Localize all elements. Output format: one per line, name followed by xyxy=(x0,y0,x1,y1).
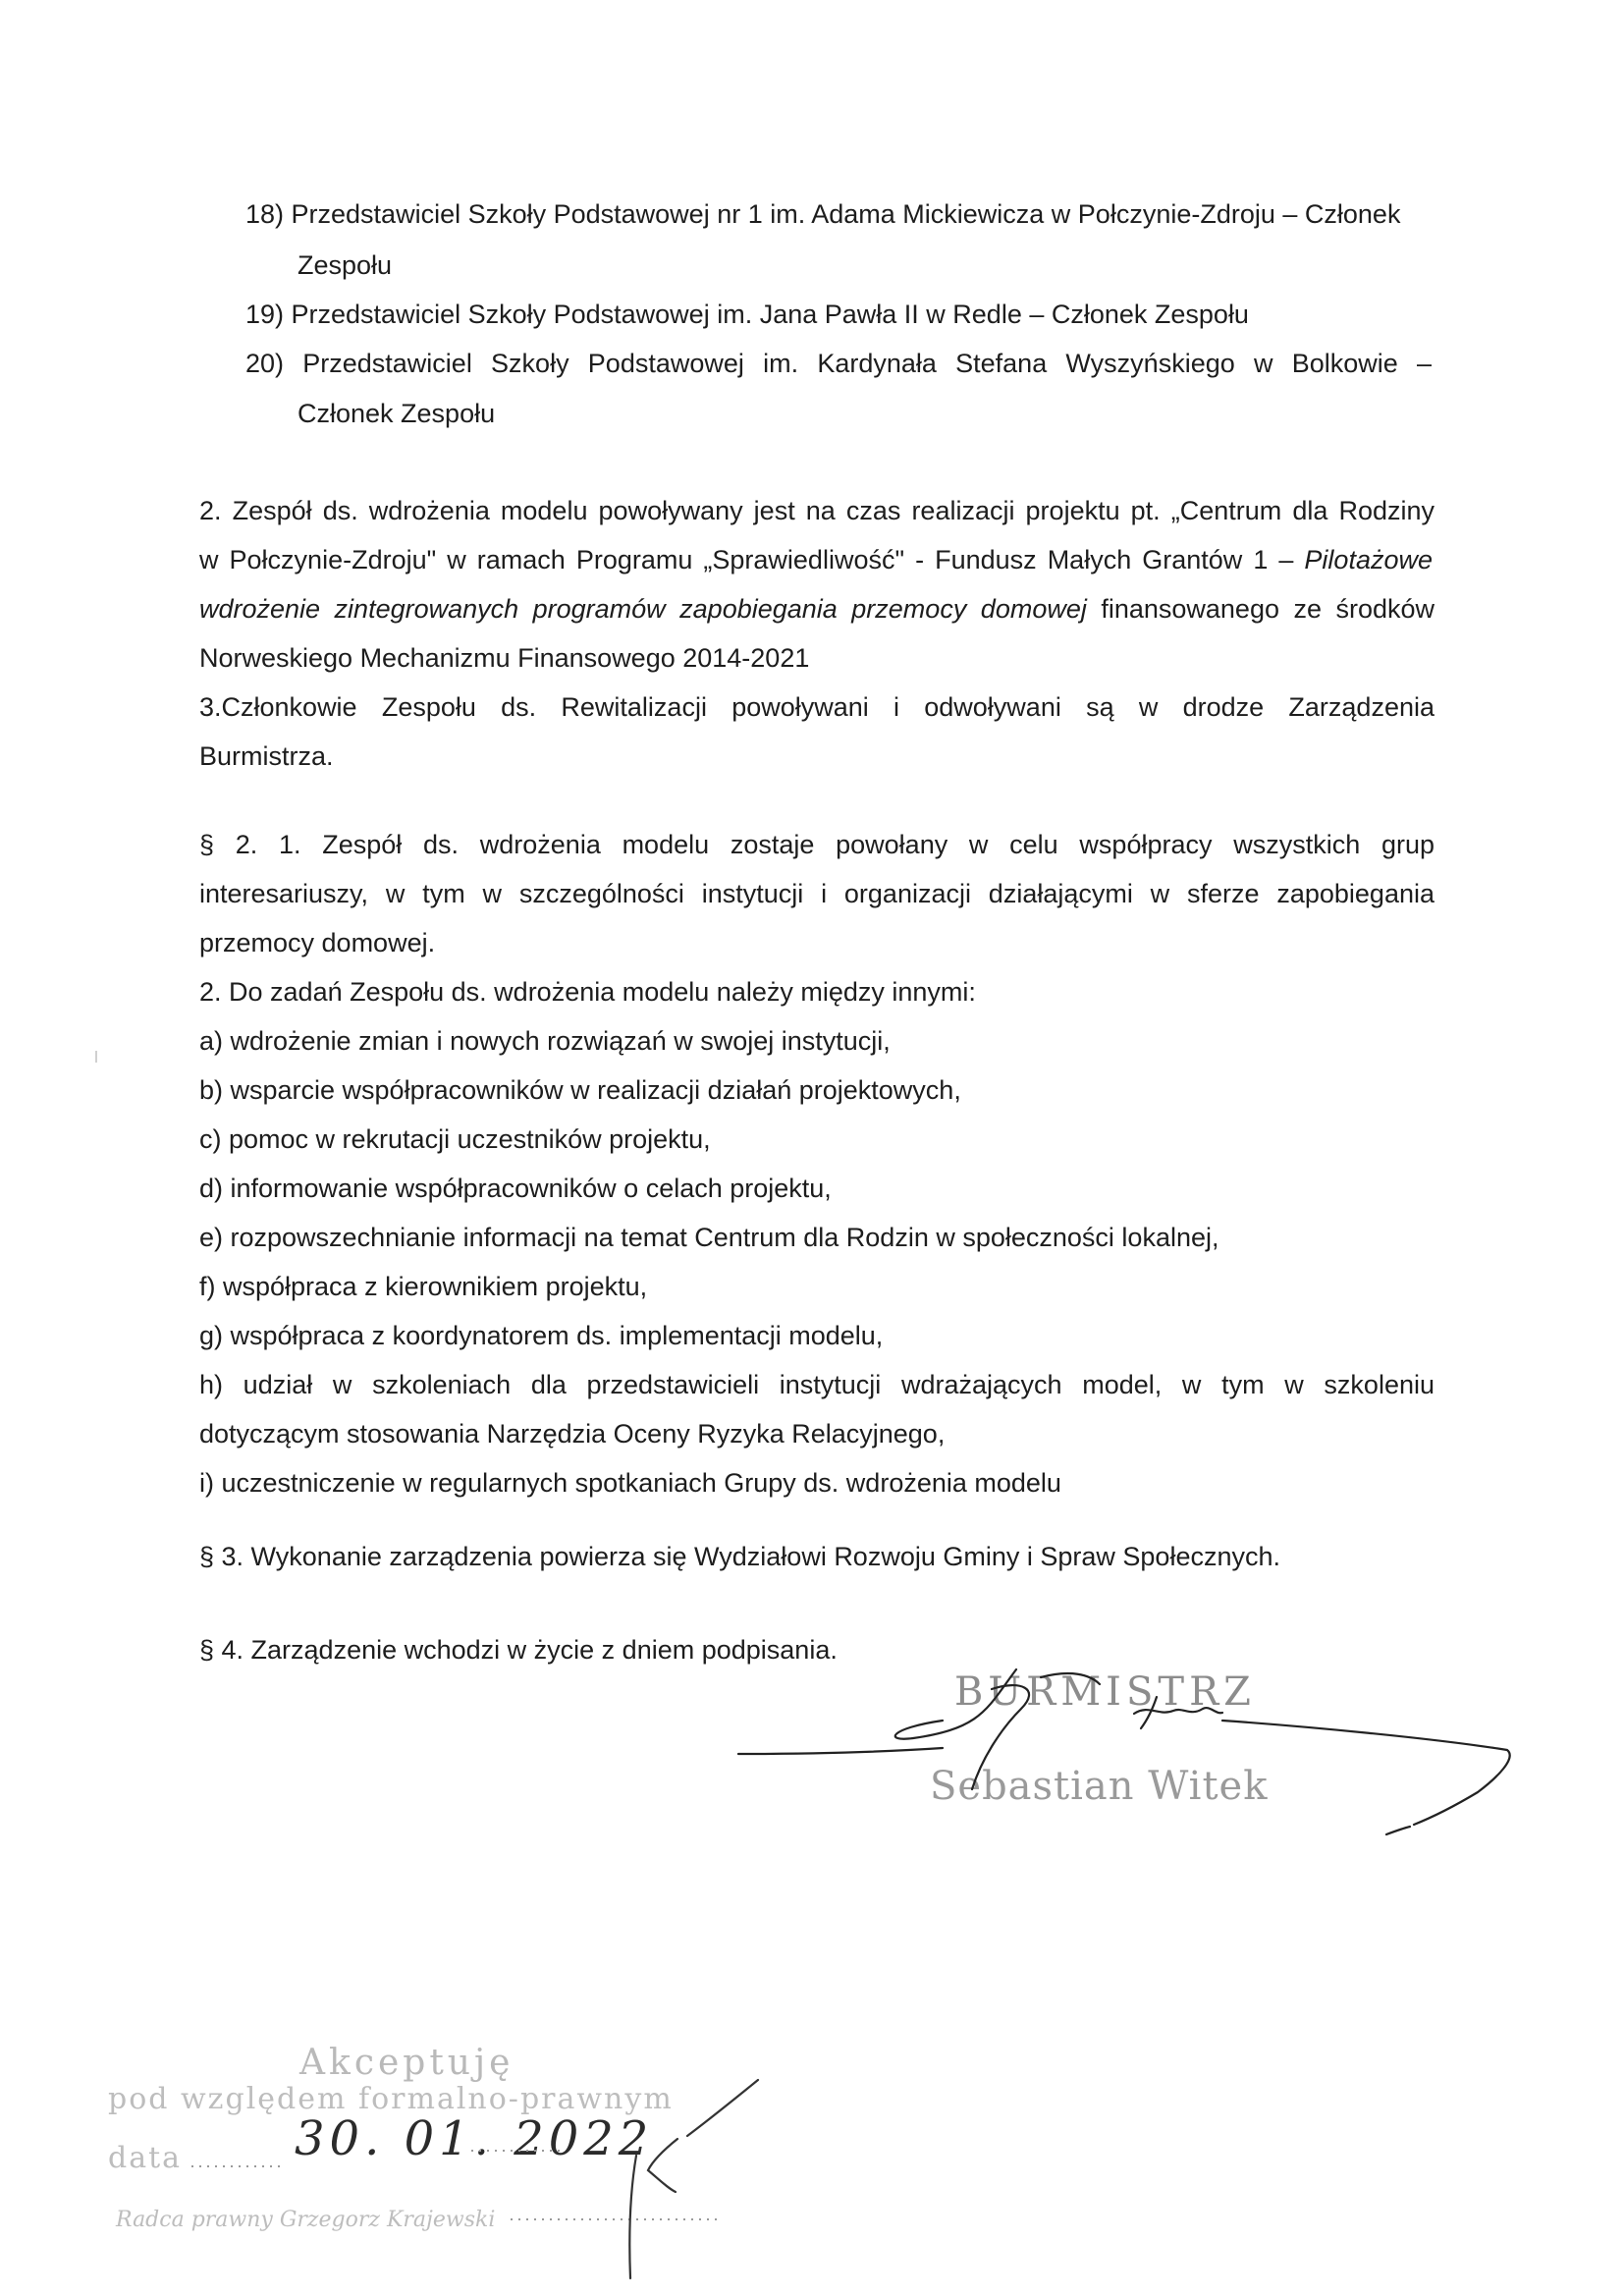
section2-p1-line3: przemocy domowej. xyxy=(199,928,436,957)
task-e: e) rozpowszechnianie informacji na temat Centrum dla Rodzin w społeczności lokalnej, xyxy=(199,1223,1219,1252)
task-i: i) uczestniczenie w regularnych spotkaniach Grupy ds. wdrożenia modelu xyxy=(199,1468,1061,1498)
approval-stamp-line2: pod względem formalno-prawnym xyxy=(108,2082,674,2116)
task-h-line2: dotyczącym stosowania Narzędzia Oceny Ryzyka Relacyjnego, xyxy=(199,1419,946,1449)
point2-line2-italic: Pilotażowe xyxy=(1304,545,1433,574)
point2-line4: Norweskiego Mechanizmu Finansowego 2014-2021 xyxy=(199,643,810,673)
member-19: 19) Przedstawiciel Szkoły Podstawowej im. Jana Pawła II w Redle – Członek Zespołu xyxy=(245,300,1249,329)
approval-stamp-line4: Radca prawny Grzegorz Krajewski xyxy=(116,2208,496,2232)
point2-line3-end: finansowanego ze środków xyxy=(1086,594,1435,624)
section2-p1-line1: § 2. 1. Zespół ds. wdrożenia modelu zostaje powołany w celu współpracy wszystkich grup xyxy=(199,830,1435,859)
stamp-title: BURMISTRZ xyxy=(954,1669,1256,1715)
approval-date-handwritten: 30. 01. 2022 xyxy=(295,2111,654,2166)
section4: § 4. Zarządzenie wchodzi w życie z dniem podpisania. xyxy=(199,1635,838,1665)
task-f: f) współpraca z kierownikiem projektu, xyxy=(199,1272,648,1301)
section2-p1-line2: interesariuszy, w tym w szczególności instytucji i organizacji działającymi w sferze zapobiegania xyxy=(199,879,1435,908)
point2-line2-start: w Połczynie-Zdroju" w ramach Programu „Sprawiedliwość" - Fundusz Małych Grantów 1 – xyxy=(199,545,1305,574)
point3-line1: 3.Członkowie Zespołu ds. Rewitalizacji powoływani i odwoływani są w drodze Zarządzenia xyxy=(199,692,1435,722)
stamp-name: Sebastian Witek xyxy=(930,1764,1269,1809)
member-20-line1: 20) Przedstawiciel Szkoły Podstawowej im. Kardynała Stefana Wyszyńskiego w Bolkowie – xyxy=(245,349,1432,378)
approval-stamp-line1: Akceptuję xyxy=(299,2043,514,2083)
task-g: g) współpraca z koordynatorem ds. implementacji modelu, xyxy=(199,1321,884,1350)
approval-dotted-lines xyxy=(191,2151,717,2219)
point3-line2: Burmistrza. xyxy=(199,741,334,771)
member-18-line2: Zespołu xyxy=(298,250,393,280)
point2-line3-italic: wdrożenie zintegrowanych programów zapobiegania przemocy domowej xyxy=(199,594,1087,624)
task-h-line1: h) udział w szkoleniach dla przedstawicieli instytucji wdrażających model, w tym w szkoleniu xyxy=(199,1370,1435,1399)
task-d: d) informowanie współpracowników o celach projektu, xyxy=(199,1174,832,1203)
member-20-line2: Członek Zespołu xyxy=(298,399,496,428)
approval-marks xyxy=(629,2080,758,2278)
point2-line1: 2. Zespół ds. wdrożenia modelu powoływany jest na czas realizacji projektu pt. „Centrum dla Rodziny xyxy=(199,496,1435,525)
task-a: a) wdrożenie zmian i nowych rozwiązań w swojej instytucji, xyxy=(199,1026,891,1056)
approval-stamp-data-label: data xyxy=(108,2141,183,2175)
task-b: b) wsparcie współpracowników w realizacji działań projektowych, xyxy=(199,1075,961,1105)
section3: § 3. Wykonanie zarządzenia powierza się Wydziałowi Rozwoju Gminy i Spraw Społecznych. xyxy=(199,1542,1280,1571)
section2-p2-intro: 2. Do zadań Zespołu ds. wdrożenia modelu należy między innymi: xyxy=(199,977,976,1007)
burmistrz-signature xyxy=(738,1669,1510,1834)
member-18-line1: 18) Przedstawiciel Szkoły Podstawowej nr 1 im. Adama Mickiewicza w Połczynie-Zdroju – Członek xyxy=(245,199,1401,229)
task-c: c) pomoc w rekrutacji uczestników projektu, xyxy=(199,1124,711,1154)
